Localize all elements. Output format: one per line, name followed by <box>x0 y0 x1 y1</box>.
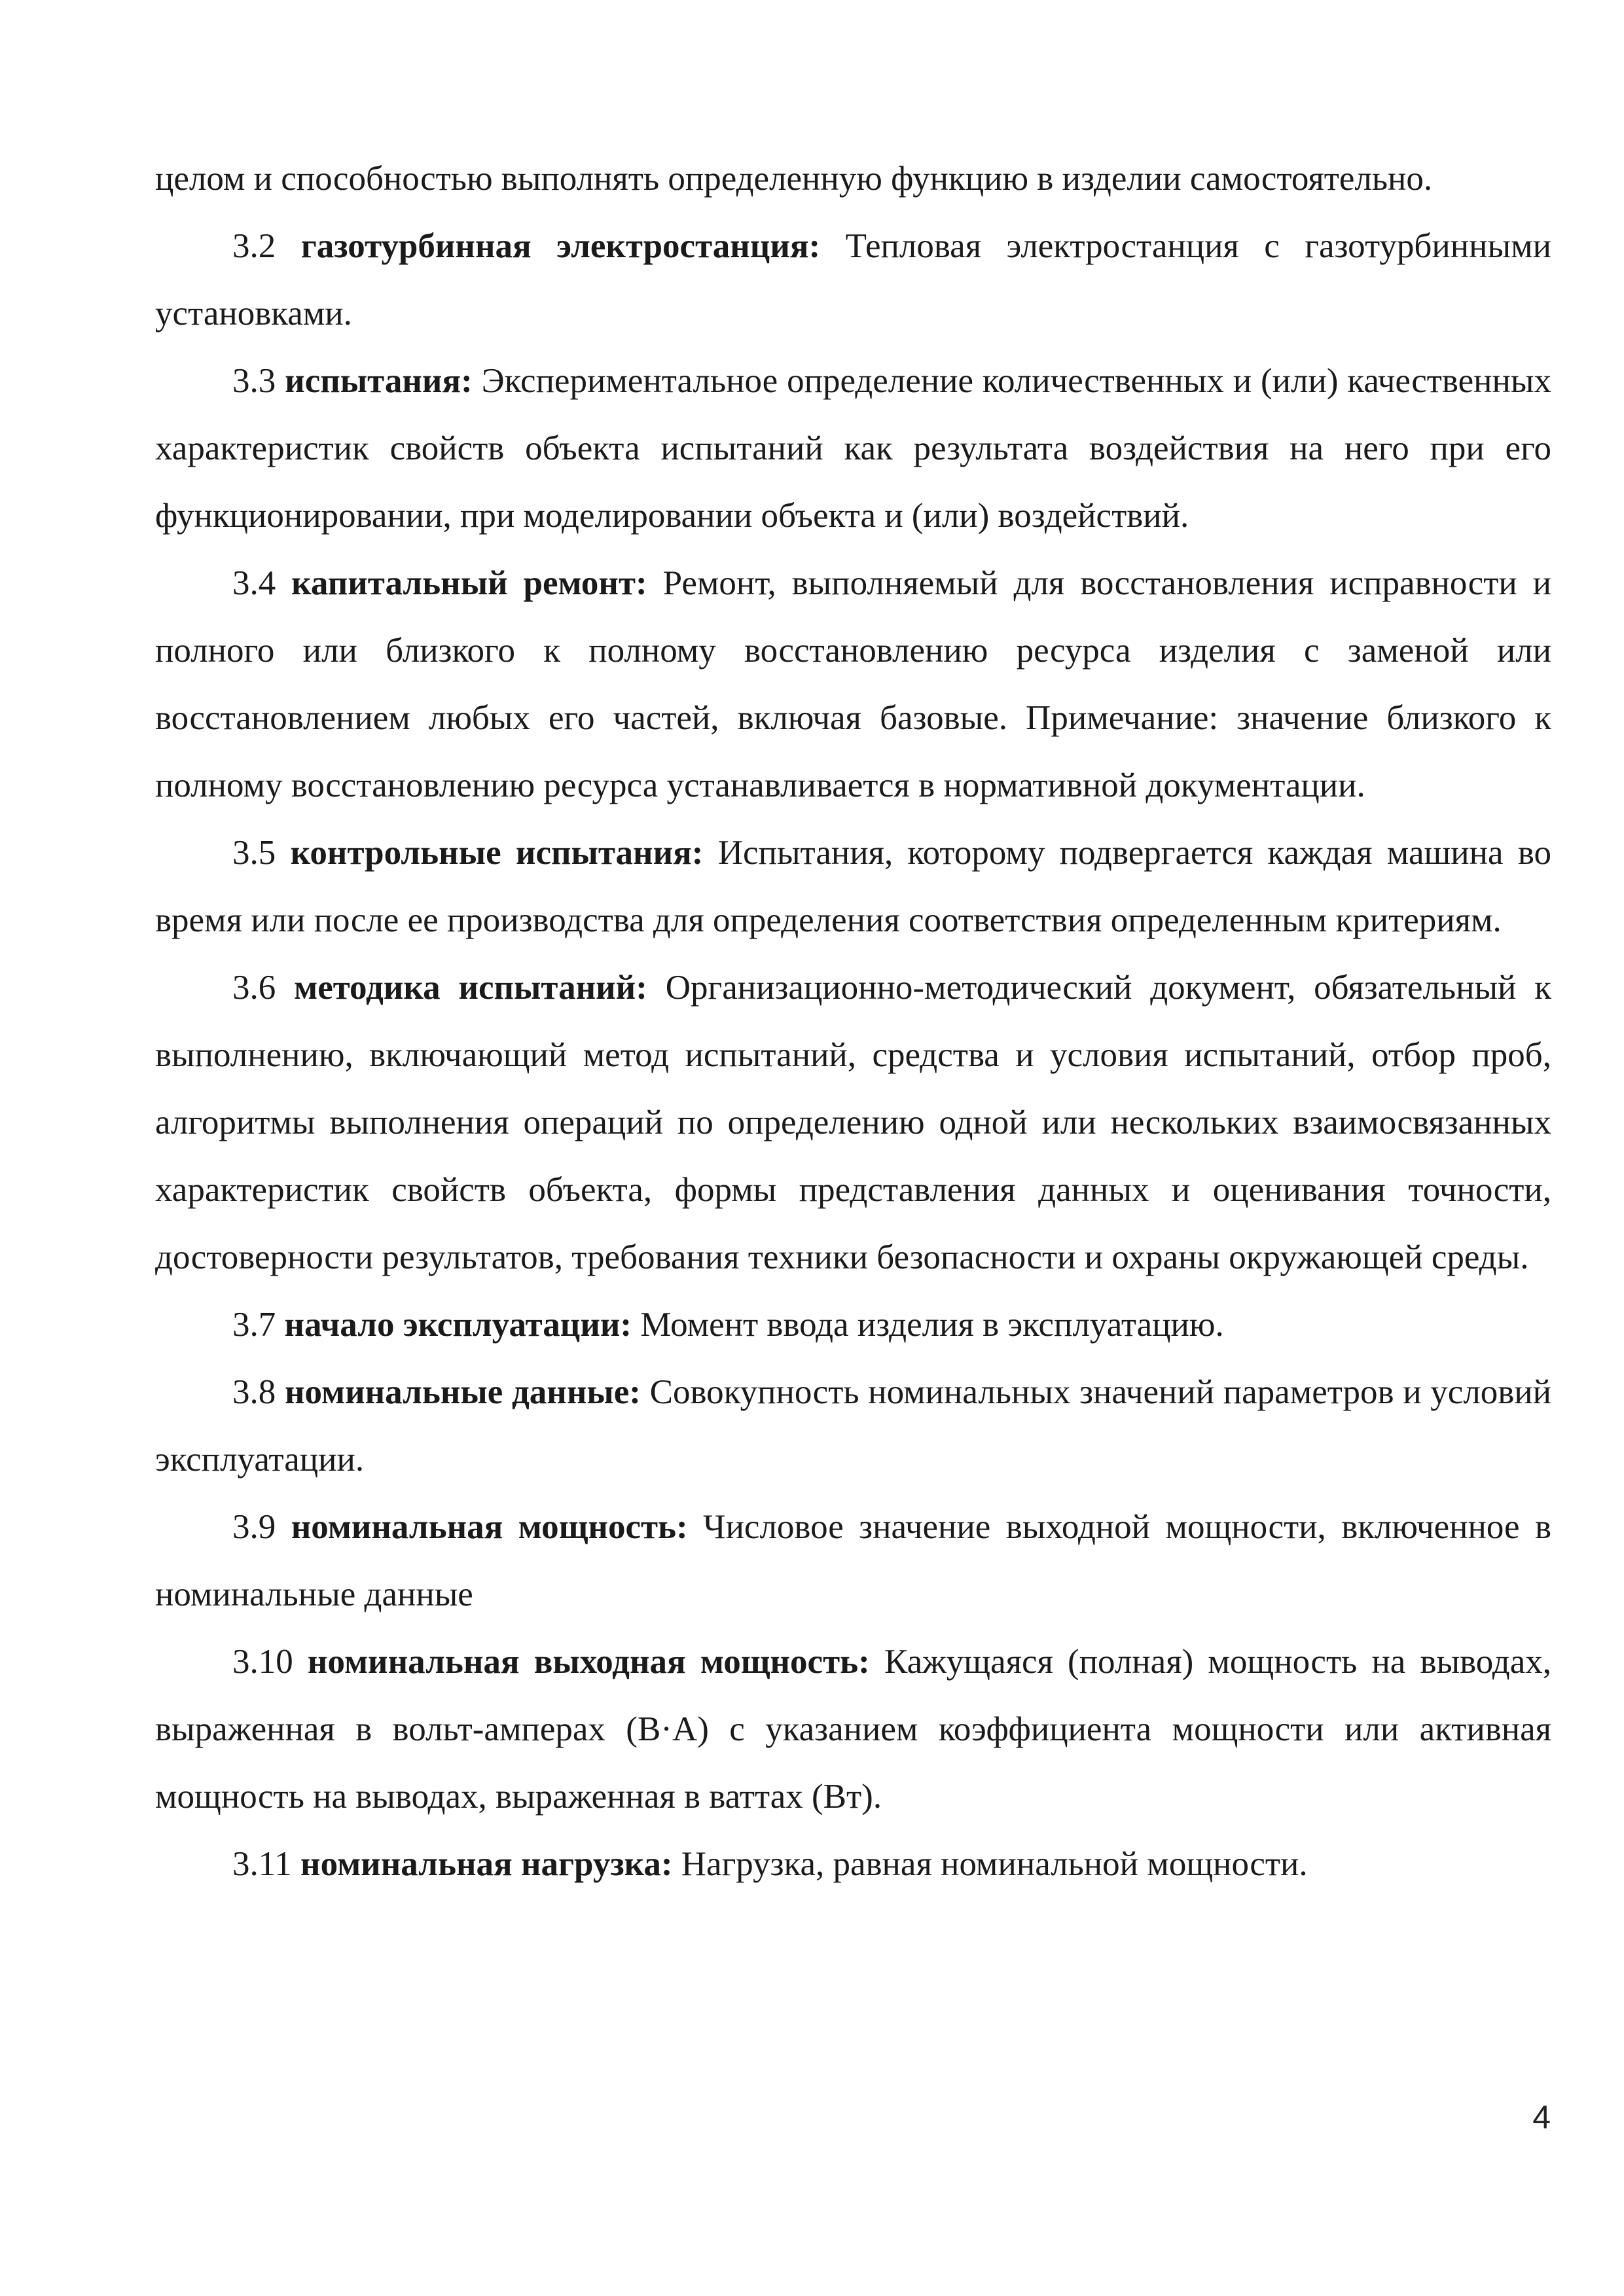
definition-text: Кажущаяся (полная) мощность на выводах, выраженная в вольт-амперах (В·А) с указанием коэффициента мощности или активная мощность на выводах, выраженная в ваттах (Вт). <box>155 1643 1552 1816</box>
definition-term: методика испытаний: <box>294 969 647 1007</box>
definition-term: газотурбинная электростанция: <box>300 227 821 265</box>
definition-number: 3.3 <box>232 362 276 400</box>
definition-3-10 <box>155 1628 1551 1831</box>
definition-term: номинальная мощность: <box>291 1508 688 1546</box>
definition-number: 3.5 <box>232 834 276 872</box>
definition-number: 3.4 <box>232 564 276 602</box>
definition-text: Организационно-методический документ, обязательный к выполнению, включающий метод испытаний, средства и условия испытаний, отбор проб, алгоритмы выполнения операций по определению одной или нескольких взаимосвязанных характеристик свойств объекта, формы представления данных и оценивания точности, достоверности результатов, требования техники безопасности и охраны окружающей среды. <box>155 969 1552 1276</box>
definition-term: номинальные данные: <box>284 1373 641 1411</box>
definition-term: капитальный ремонт: <box>291 564 647 602</box>
definition-text: Экспериментальное определение количественных и (или) качественных характеристик свойств объекта испытаний как результата воздействия на него при его функционировании, при моделировании объекта и (или) воздействий. <box>155 362 1551 535</box>
definition-text: Ремонт, выполняемый для восстановления исправности и полного или близкого к полному восстановлению ресурса изделия с заменой или восстановлением любых его частей, включая базовые. Примечание: значение близкого к полному восстановлению ресурса устанавливается в нормативной документации. <box>155 564 1552 804</box>
definition-text: Числовое значение выходной мощности, включенное в номинальные данные <box>155 1508 1552 1613</box>
definition-number: 3.7 <box>232 1306 276 1344</box>
definition-text: Тепловая электростанция с газотурбинными установками. <box>155 227 1551 332</box>
document-page <box>155 145 1551 1898</box>
definition-3-9 <box>155 1494 1551 1628</box>
definition-term: начало эксплуатации: <box>284 1306 632 1344</box>
definition-text: Совокупность номинальных значений параметров и условий эксплуатации. <box>155 1373 1552 1479</box>
definition-term: контрольные испытания: <box>290 834 704 872</box>
definition-number: 3.10 <box>232 1643 293 1681</box>
definition-3-8 <box>155 1359 1551 1494</box>
definition-3-7 <box>155 1291 1551 1359</box>
definition-text: Момент ввода изделия в эксплуатацию. <box>640 1306 1224 1344</box>
definition-term: испытания: <box>285 362 473 400</box>
definition-text: Испытания, которому подвергается каждая машина во время или после ее производства для определения соответствия определенным критериям. <box>155 834 1552 939</box>
definition-3-4 <box>155 550 1551 819</box>
definition-3-2 <box>155 213 1551 348</box>
definition-3-11 <box>155 1831 1551 1898</box>
definition-3-3 <box>155 348 1551 550</box>
definition-number: 3.8 <box>232 1373 276 1411</box>
definition-text: Нагрузка, равная номинальной мощности. <box>681 1845 1308 1883</box>
definition-number: 3.6 <box>232 969 276 1007</box>
definition-number: 3.9 <box>232 1508 276 1546</box>
definition-3-6 <box>155 954 1551 1291</box>
continuation-paragraph: целом и способностью выполнять определенную функцию в изделии самостоятельно. <box>155 160 1433 198</box>
definition-number: 3.11 <box>232 1845 292 1883</box>
page-number: 4 <box>1532 2099 1551 2136</box>
definition-term: номинальная выходная мощность: <box>307 1643 870 1681</box>
definition-term: номинальная нагрузка: <box>300 1845 673 1883</box>
definition-number: 3.2 <box>232 227 276 265</box>
definition-3-5 <box>155 819 1551 954</box>
